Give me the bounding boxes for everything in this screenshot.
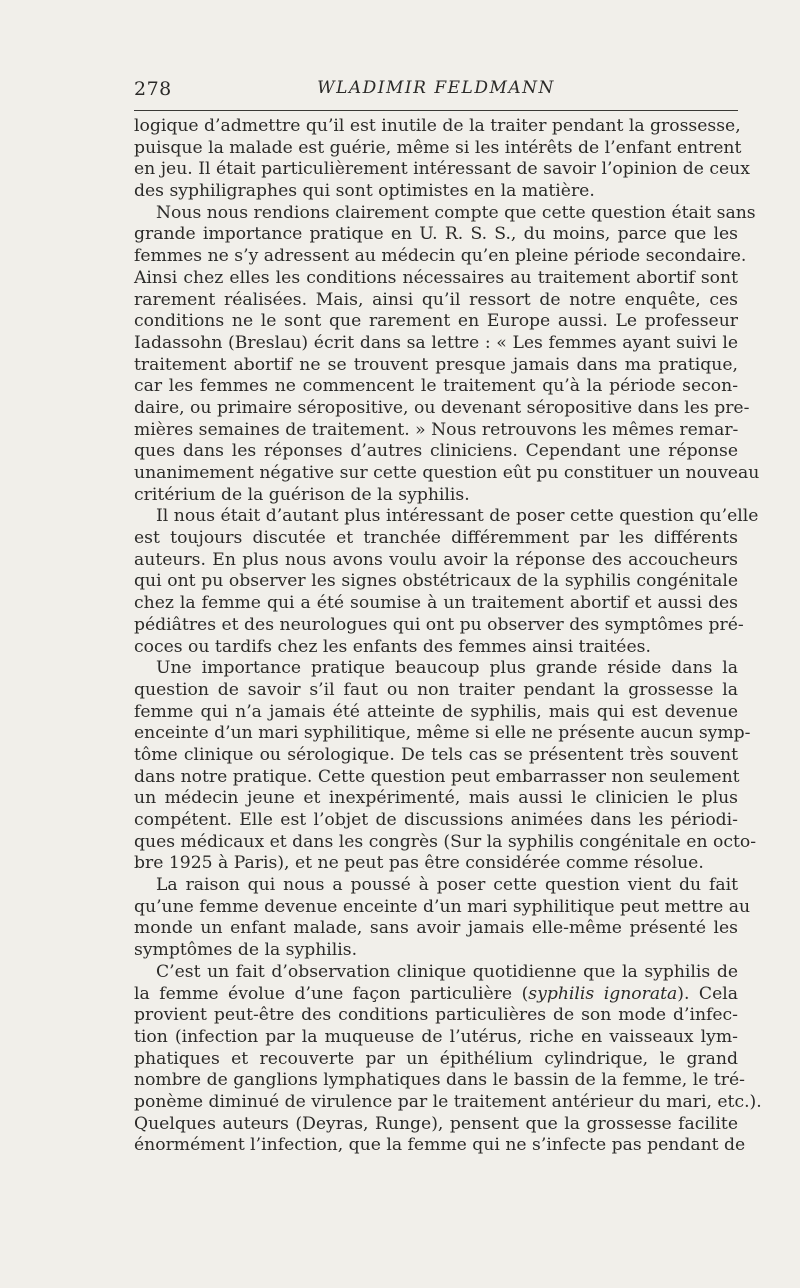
text-line: traitement abortif ne se trouvent presque jamais dans ma pratique, (134, 354, 738, 375)
text-line: grande importance pratique en U. R. S. S., du moins, parce que les (134, 224, 738, 245)
text-line: mières semaines de traitement. » Nous retrouvons les mêmes remar- (134, 419, 739, 440)
text-line: La raison qui nous a poussé à poser cette question vient du fait (156, 875, 738, 896)
text-line: daire, ou primaire séropositive, ou devenant séropositive dans les pre- (134, 397, 750, 418)
text-line: bre 1925 à Paris), et ne peut pas être considérée comme résolue. (134, 853, 704, 874)
text-line: conditions ne le sont que rarement en Europe aussi. Le professeur (134, 311, 738, 332)
text-line: auteurs. En plus nous avons voulu avoir la réponse des accoucheurs (134, 549, 738, 570)
text-line: la femme évolue d’une façon particulière (syphilis ignorata). Cela (134, 983, 738, 1004)
text-line: nombre de ganglions lymphatiques dans le bassin de la femme, le tré- (134, 1070, 745, 1091)
text-line: enceinte d’un mari syphilitique, même si elle ne présente aucun symp- (134, 723, 751, 744)
text-line: ponème diminué de virulence par le traitement antérieur du mari, etc.). (134, 1091, 762, 1112)
text-line: C’est un fait d’observation clinique quotidienne que la syphilis de (156, 961, 738, 982)
text-line: en jeu. Il était particulièrement intéressant de savoir l’opinion de ceux (134, 159, 750, 180)
body-text (134, 116, 762, 1157)
text-line: question de savoir s’il faut ou non traiter pendant la grossesse la (134, 679, 738, 700)
text-line: un médecin jeune et inexpérimenté, mais aussi le clinicien le plus (134, 788, 738, 809)
text-line: Quelques auteurs (Deyras, Runge), pensent que la grossesse facilite (134, 1113, 738, 1134)
text-line: symptômes de la syphilis. (134, 940, 358, 961)
text-line: rarement réalisées. Mais, ainsi qu’il ressort de notre enquête, ces (134, 289, 738, 310)
page-header (134, 78, 738, 104)
text-line: logique d’admettre qu’il est inutile de la traiter pendant la grossesse, (134, 116, 741, 136)
text-line: femme qui n’a jamais été atteinte de syphilis, mais qui est devenue (134, 701, 738, 722)
text-line: femmes ne s’y adressent au médecin qu’en pleine période secondaire. (134, 246, 747, 267)
text-line: chez la femme qui a été soumise à un traitement abortif et aussi des (134, 593, 738, 614)
header-rule (134, 110, 738, 111)
text-line: compétent. Elle est l’objet de discussions animées dans les périodi- (134, 810, 738, 830)
text-line: Il nous était d’autant plus intéressant de poser cette question qu’elle (156, 506, 759, 527)
text-line: critérium de la guérison de la syphilis. (134, 484, 470, 505)
page-number: 278 (134, 78, 172, 100)
text-line: unanimement négative sur cette question eût pu constituer un nouveau (134, 463, 760, 483)
text-line: tôme clinique ou sérologique. De tels cas se présentent très souvent (134, 744, 738, 765)
text-line: Une importance pratique beaucoup plus grande réside dans la (156, 658, 738, 679)
text-line: coces ou tardifs chez les enfants des femmes ainsi traitées. (134, 636, 651, 657)
text-line: Nous nous rendions clairement compte que cette question était sans (156, 202, 756, 223)
text-line: énormément l’infection, que la femme qui ne s’infecte pas pendant de (134, 1135, 746, 1156)
text-line: des syphiligraphes qui sont optimistes en la matière. (134, 181, 595, 202)
text-line: provient peut-être des conditions particulières de son mode d’infec- (134, 1005, 738, 1026)
text-line: car les femmes ne commencent le traitement qu’à la période secon- (134, 376, 738, 397)
text-line: tion (infection par la muqueuse de l’utérus, riche en vaisseaux lym- (134, 1026, 738, 1047)
running-head: WLADIMIR FELDMANN (317, 78, 555, 98)
text-line: ques dans les réponses d’autres cliniciens. Cependant une réponse (134, 441, 738, 462)
text-line: puisque la malade est guérie, même si les intérêts de l’enfant entrent (134, 137, 742, 158)
text-line: monde un enfant malade, sans avoir jamais elle-même présenté les (134, 918, 738, 939)
text-line: phatiques et recouverte par un épithélium cylindrique, le grand (134, 1048, 738, 1069)
text-line: dans notre pratique. Cette question peut embarrasser non seulement (134, 766, 740, 787)
text-line: pédiâtres et des neurologues qui ont pu observer des symptômes pré- (134, 614, 744, 635)
text-line: est toujours discutée et tranchée différemment par les différents (134, 528, 738, 549)
text-line: qui ont pu observer les signes obstétricaux de la syphilis congénitale (134, 571, 738, 592)
text-line: ques médicaux et dans les congrès (Sur la syphilis congénitale en octo- (134, 831, 757, 852)
text-line: Iadassohn (Breslau) écrit dans sa lettre : « Les femmes ayant suivi le (134, 332, 738, 353)
text-line: qu’une femme devenue enceinte d’un mari syphilitique peut mettre au (134, 896, 751, 917)
text-line: Ainsi chez elles les conditions nécessaires au traitement abortif sont (134, 267, 738, 288)
